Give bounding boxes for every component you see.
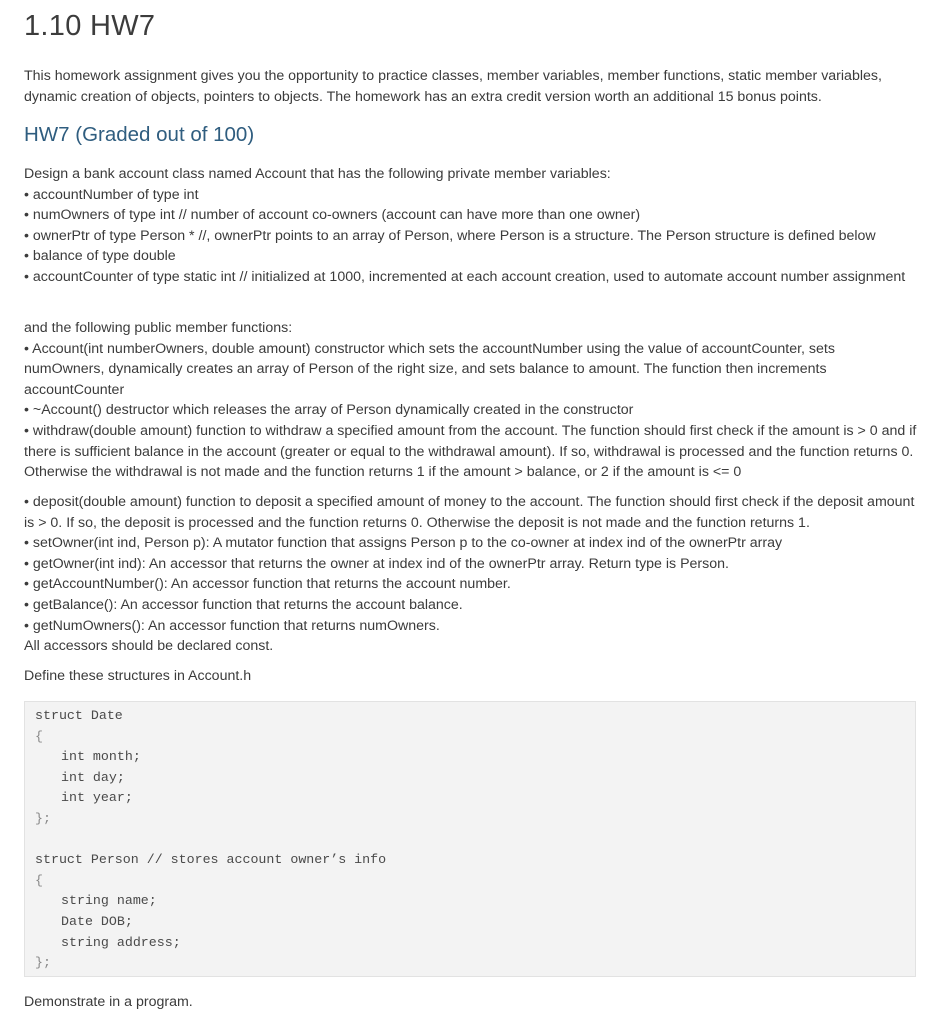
list-item: • balance of type double — [24, 248, 176, 265]
code-line: { — [35, 872, 43, 888]
list-item: • ~Account() destructor which releases the array of Person dynamically created in the constructor — [24, 402, 634, 419]
list-item: • withdraw(double amount) function to withdraw a specified amount from the account. The function should first check if the amount is > 0 and if there is sufficient balance in the account (greater or equal to the withdrawal amount). If so, withdrawal is processed and the function returns 0. Otherwise the withdrawal is not made and the function returns 1 if the amount > balance, or 2 if the amount is <= 0 — [24, 422, 917, 481]
list-item: • numOwners of type int // number of account co-owners (account can have more than one owner) — [24, 207, 641, 224]
code-block — [24, 701, 916, 977]
member-functions-section-2 — [24, 492, 918, 657]
vars-intro: Design a bank account class named Account that has the following private member variables: — [24, 166, 611, 182]
code-line: Date DOB; — [61, 913, 133, 929]
code-line: int month; — [61, 749, 141, 765]
intro-paragraph: This homework assignment gives you the opportunity to practice classes, member variables, member functions, static member variables, dynamic creation of objects, pointers to objects. The homework has an extra credit version worth an additional 15 bonus points. — [24, 68, 882, 105]
code-line: int day; — [61, 769, 125, 785]
footer-text: Demonstrate in a program. — [24, 994, 193, 1010]
list-item: • setOwner(int ind, Person p): A mutator function that assigns Person p to the co-owner at index ind of the ownerPtr array — [24, 535, 783, 552]
code-line: struct Person // stores account owner’s info — [35, 852, 387, 868]
list-item: • accountNumber of type int — [24, 186, 199, 203]
section-heading: HW7 (Graded out of 100) — [24, 123, 255, 146]
code-line: }; — [35, 955, 51, 971]
list-item: • deposit(double amount) function to deposit a specified amount of money to the account. The function should first check if the deposit amount is > 0. If so, the deposit is processed and the function returns 0. Otherwise the deposit is not made and the function returns 1. — [24, 494, 915, 531]
page-title: 1.10 HW7 — [24, 10, 156, 42]
list-item: • getAccountNumber(): An accessor function that returns the account number. — [24, 576, 511, 593]
accessors-note: All accessors should be declared const. — [24, 638, 274, 655]
code-line: string name; — [61, 893, 157, 909]
define-structures-text: Define these structures in Account.h — [24, 668, 252, 684]
code-line: }; — [35, 810, 51, 826]
list-item: • getBalance(): An accessor function that returns the account balance. — [24, 596, 463, 613]
list-item: • getNumOwners(): An accessor function that returns numOwners. — [24, 617, 440, 634]
funcs-intro: and the following public member functions: — [24, 320, 293, 336]
list-item: • ownerPtr of type Person * //, ownerPtr points to an array of Person, where Person is a structure. The Person structure is defined below — [24, 227, 876, 244]
code-line: int year; — [61, 790, 133, 806]
member-functions-section — [24, 318, 918, 483]
code-line: { — [35, 728, 43, 744]
list-item: • Account(int numberOwners, double amount) constructor which sets the accountNumber using the value of accountCounter, sets numOwners, dynamically creates an array of Person of the right size, and sets balance to amount. The function then increments accountCounter — [24, 340, 835, 398]
member-variables-section — [24, 164, 918, 288]
list-item: • getOwner(int ind): An accessor that returns the owner at index ind of the ownerPtr array. Return type is Person. — [24, 555, 729, 572]
code-line: string address; — [61, 934, 181, 950]
list-item: • accountCounter of type static int // initialized at 1000, incremented at each account creation, used to automate account number assignment — [24, 268, 906, 285]
code-line: struct Date — [35, 708, 123, 723]
